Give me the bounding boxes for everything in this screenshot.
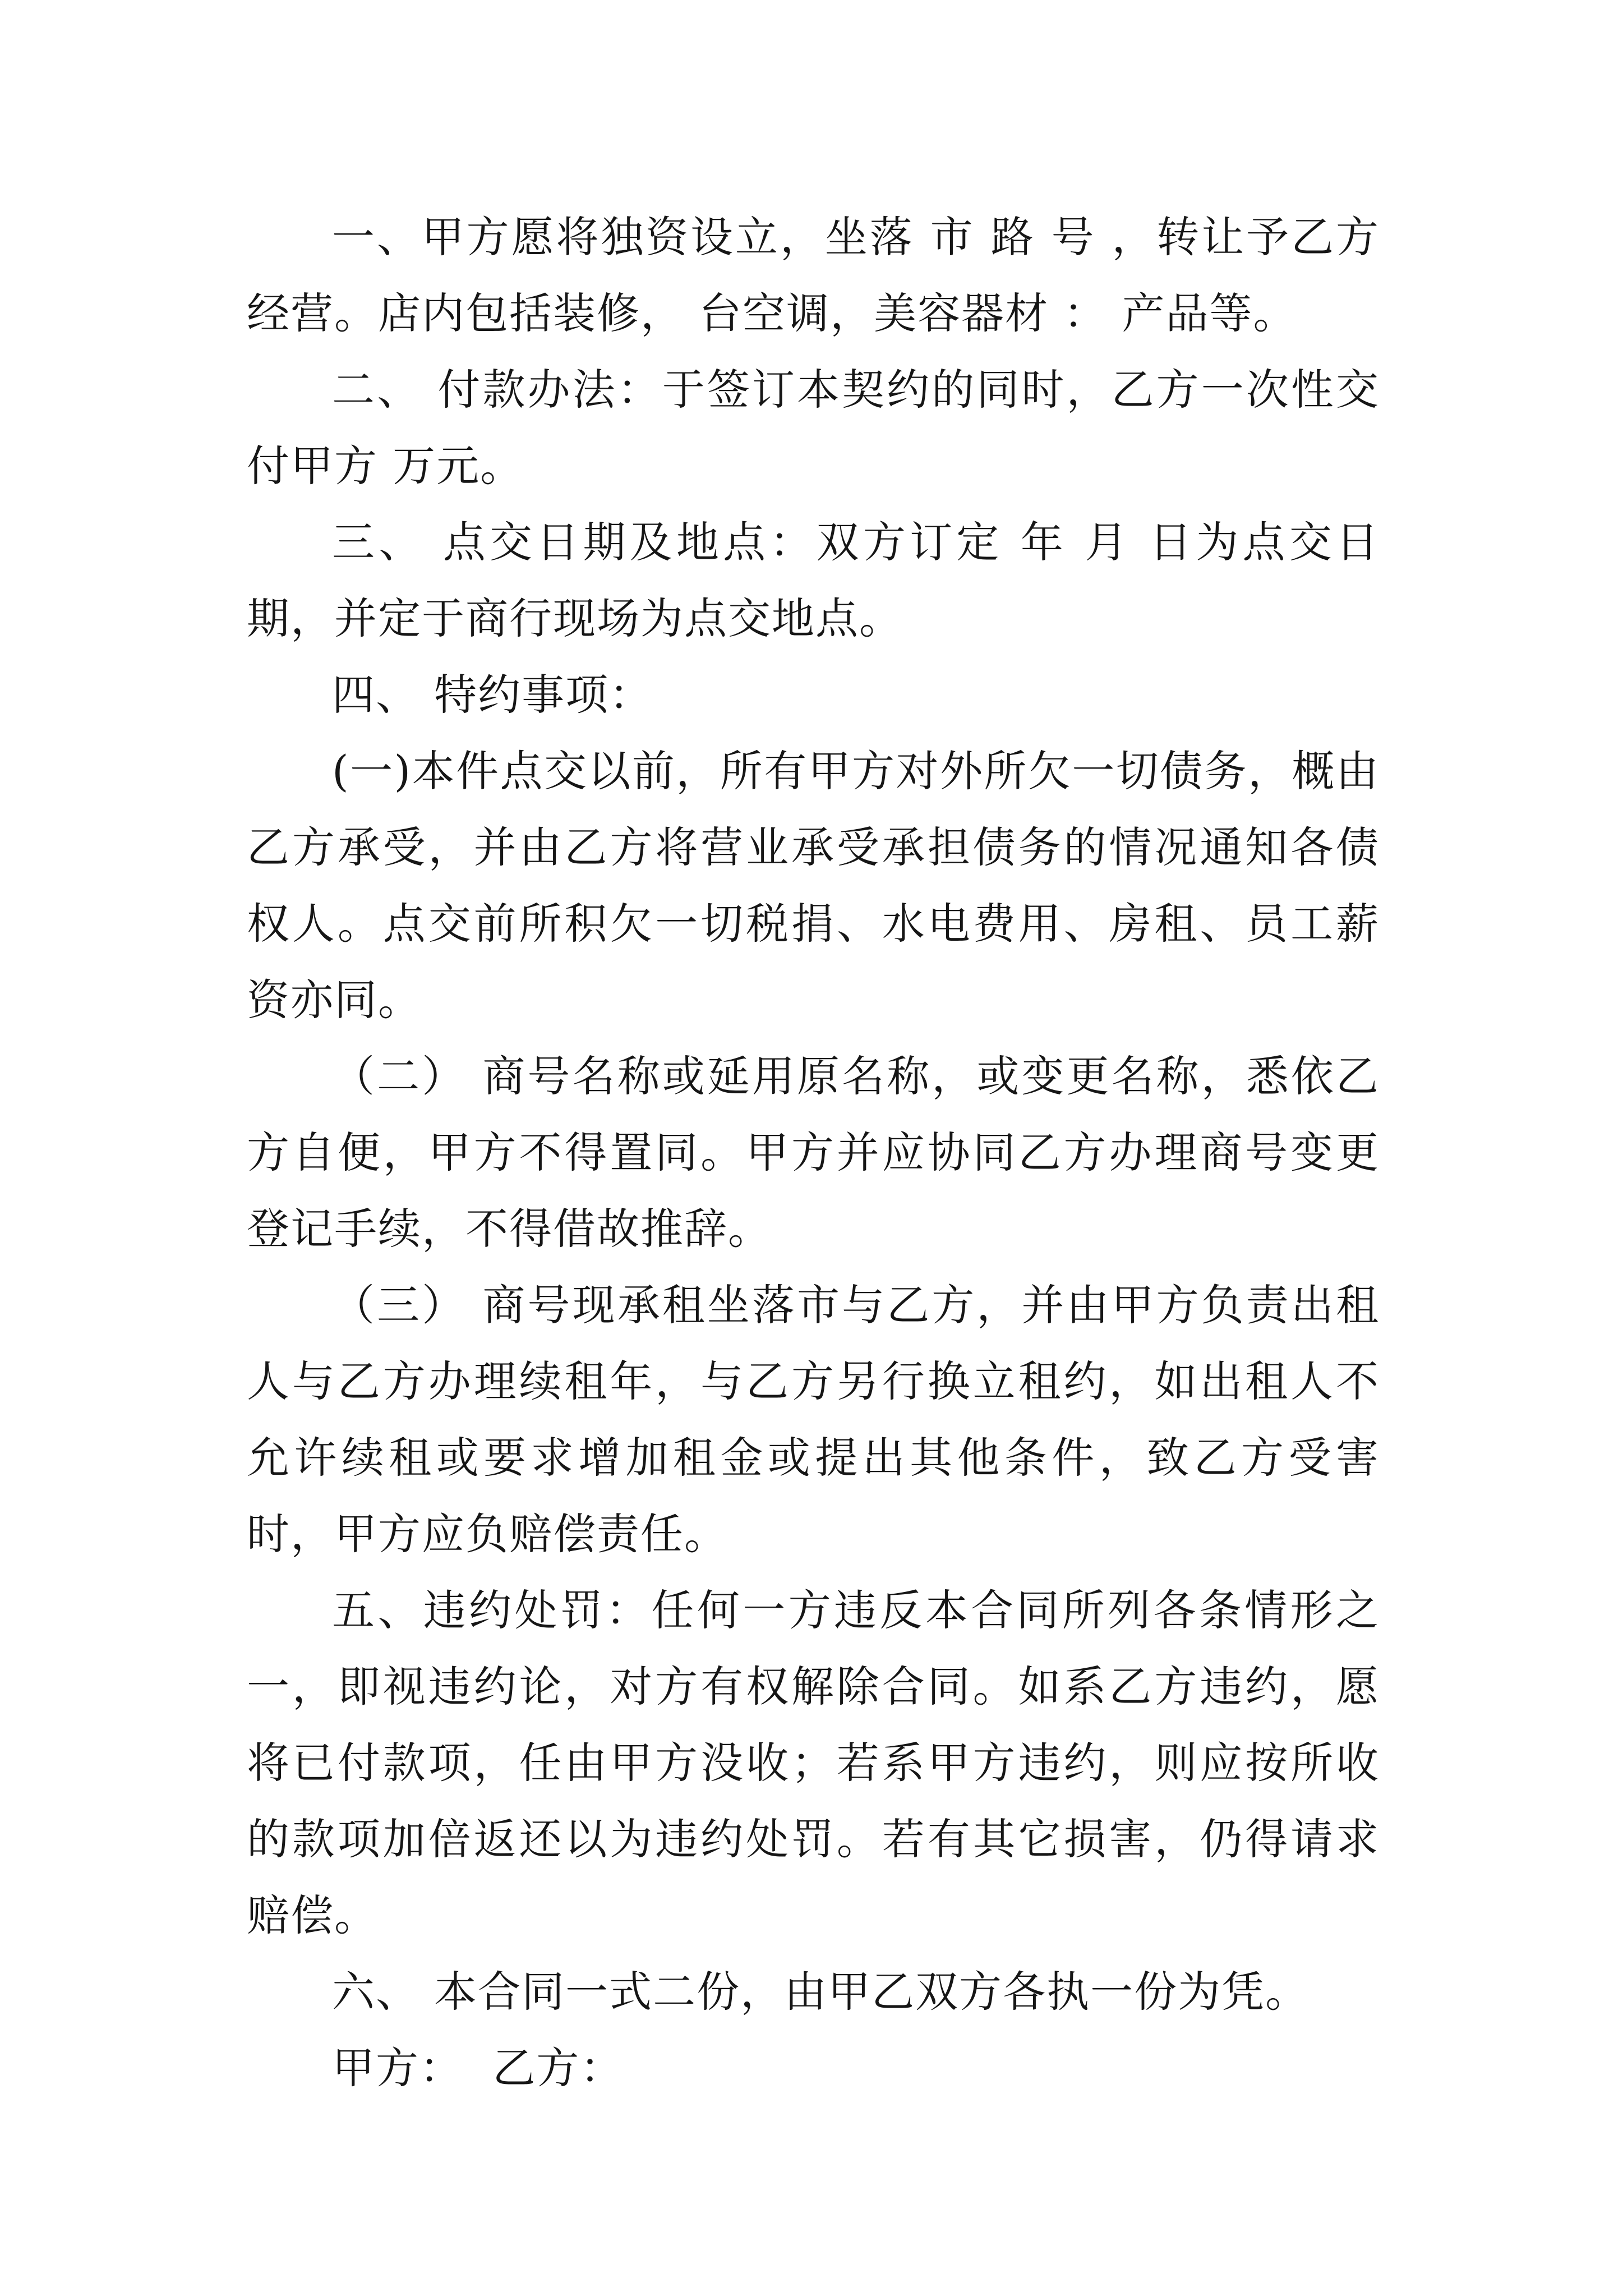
clause-transfer: 一、甲方愿将独资设立，坐落 市 路 号 ，转让予乙方经营。店内包括装修， 台空调，美容器材 ： 产品等。 (247, 212, 1380, 338)
special-term-1: (一)本件点交以前，所有甲方对外所欠一切债务，概由乙方承受，并由乙方将营业承受承担债务的情况通知各债权人。点交前所积欠一切税捐、水电费用、房租、员工薪资亦同。 (247, 746, 1380, 1025)
clause-copies: 六、 本合同一式二份，由甲乙双方各执一份为凭。 (332, 1967, 1310, 2017)
clause-breach-penalty: 五、违约处罚：任何一方违反本合同所列各条情形之一，即视违约论，对方有权解除合同。如系乙方违约，愿将已付款项，任由甲方没收；若系甲方违约，则应按所收的款项加倍返还以为违约处罚。若有其它损害，仍得请求赔偿。 (247, 1585, 1380, 1940)
clause-special-terms-heading: 四、 特约事项： (332, 670, 653, 720)
special-term-2: （二） 商号名称或延用原名称，或变更名称，悉依乙方自便，甲方不得置同。甲方并应协同乙方办理商号变更登记手续，不得借故推辞。 (247, 1051, 1380, 1254)
clause-handover-date: 三、 点交日期及地点：双方订定 年 月 日为点交日期，并定于商行现场为点交地点。 (247, 517, 1380, 643)
contract-body (247, 199, 1380, 2106)
special-term-3: （三） 商号现承租坐落市与乙方，并由甲方负责出租人与乙方办理续租年，与乙方另行换立租约，如出租人不允许续租或要求增加租金或提出其他条件，致乙方受害时，甲方应负赔偿责任。 (247, 1280, 1380, 1559)
clause-payment: 二、 付款办法：于签订本契约的同时，乙方一次性交付甲方 万元。 (247, 365, 1380, 491)
signature-line: 甲方： 乙方： (332, 2043, 624, 2093)
